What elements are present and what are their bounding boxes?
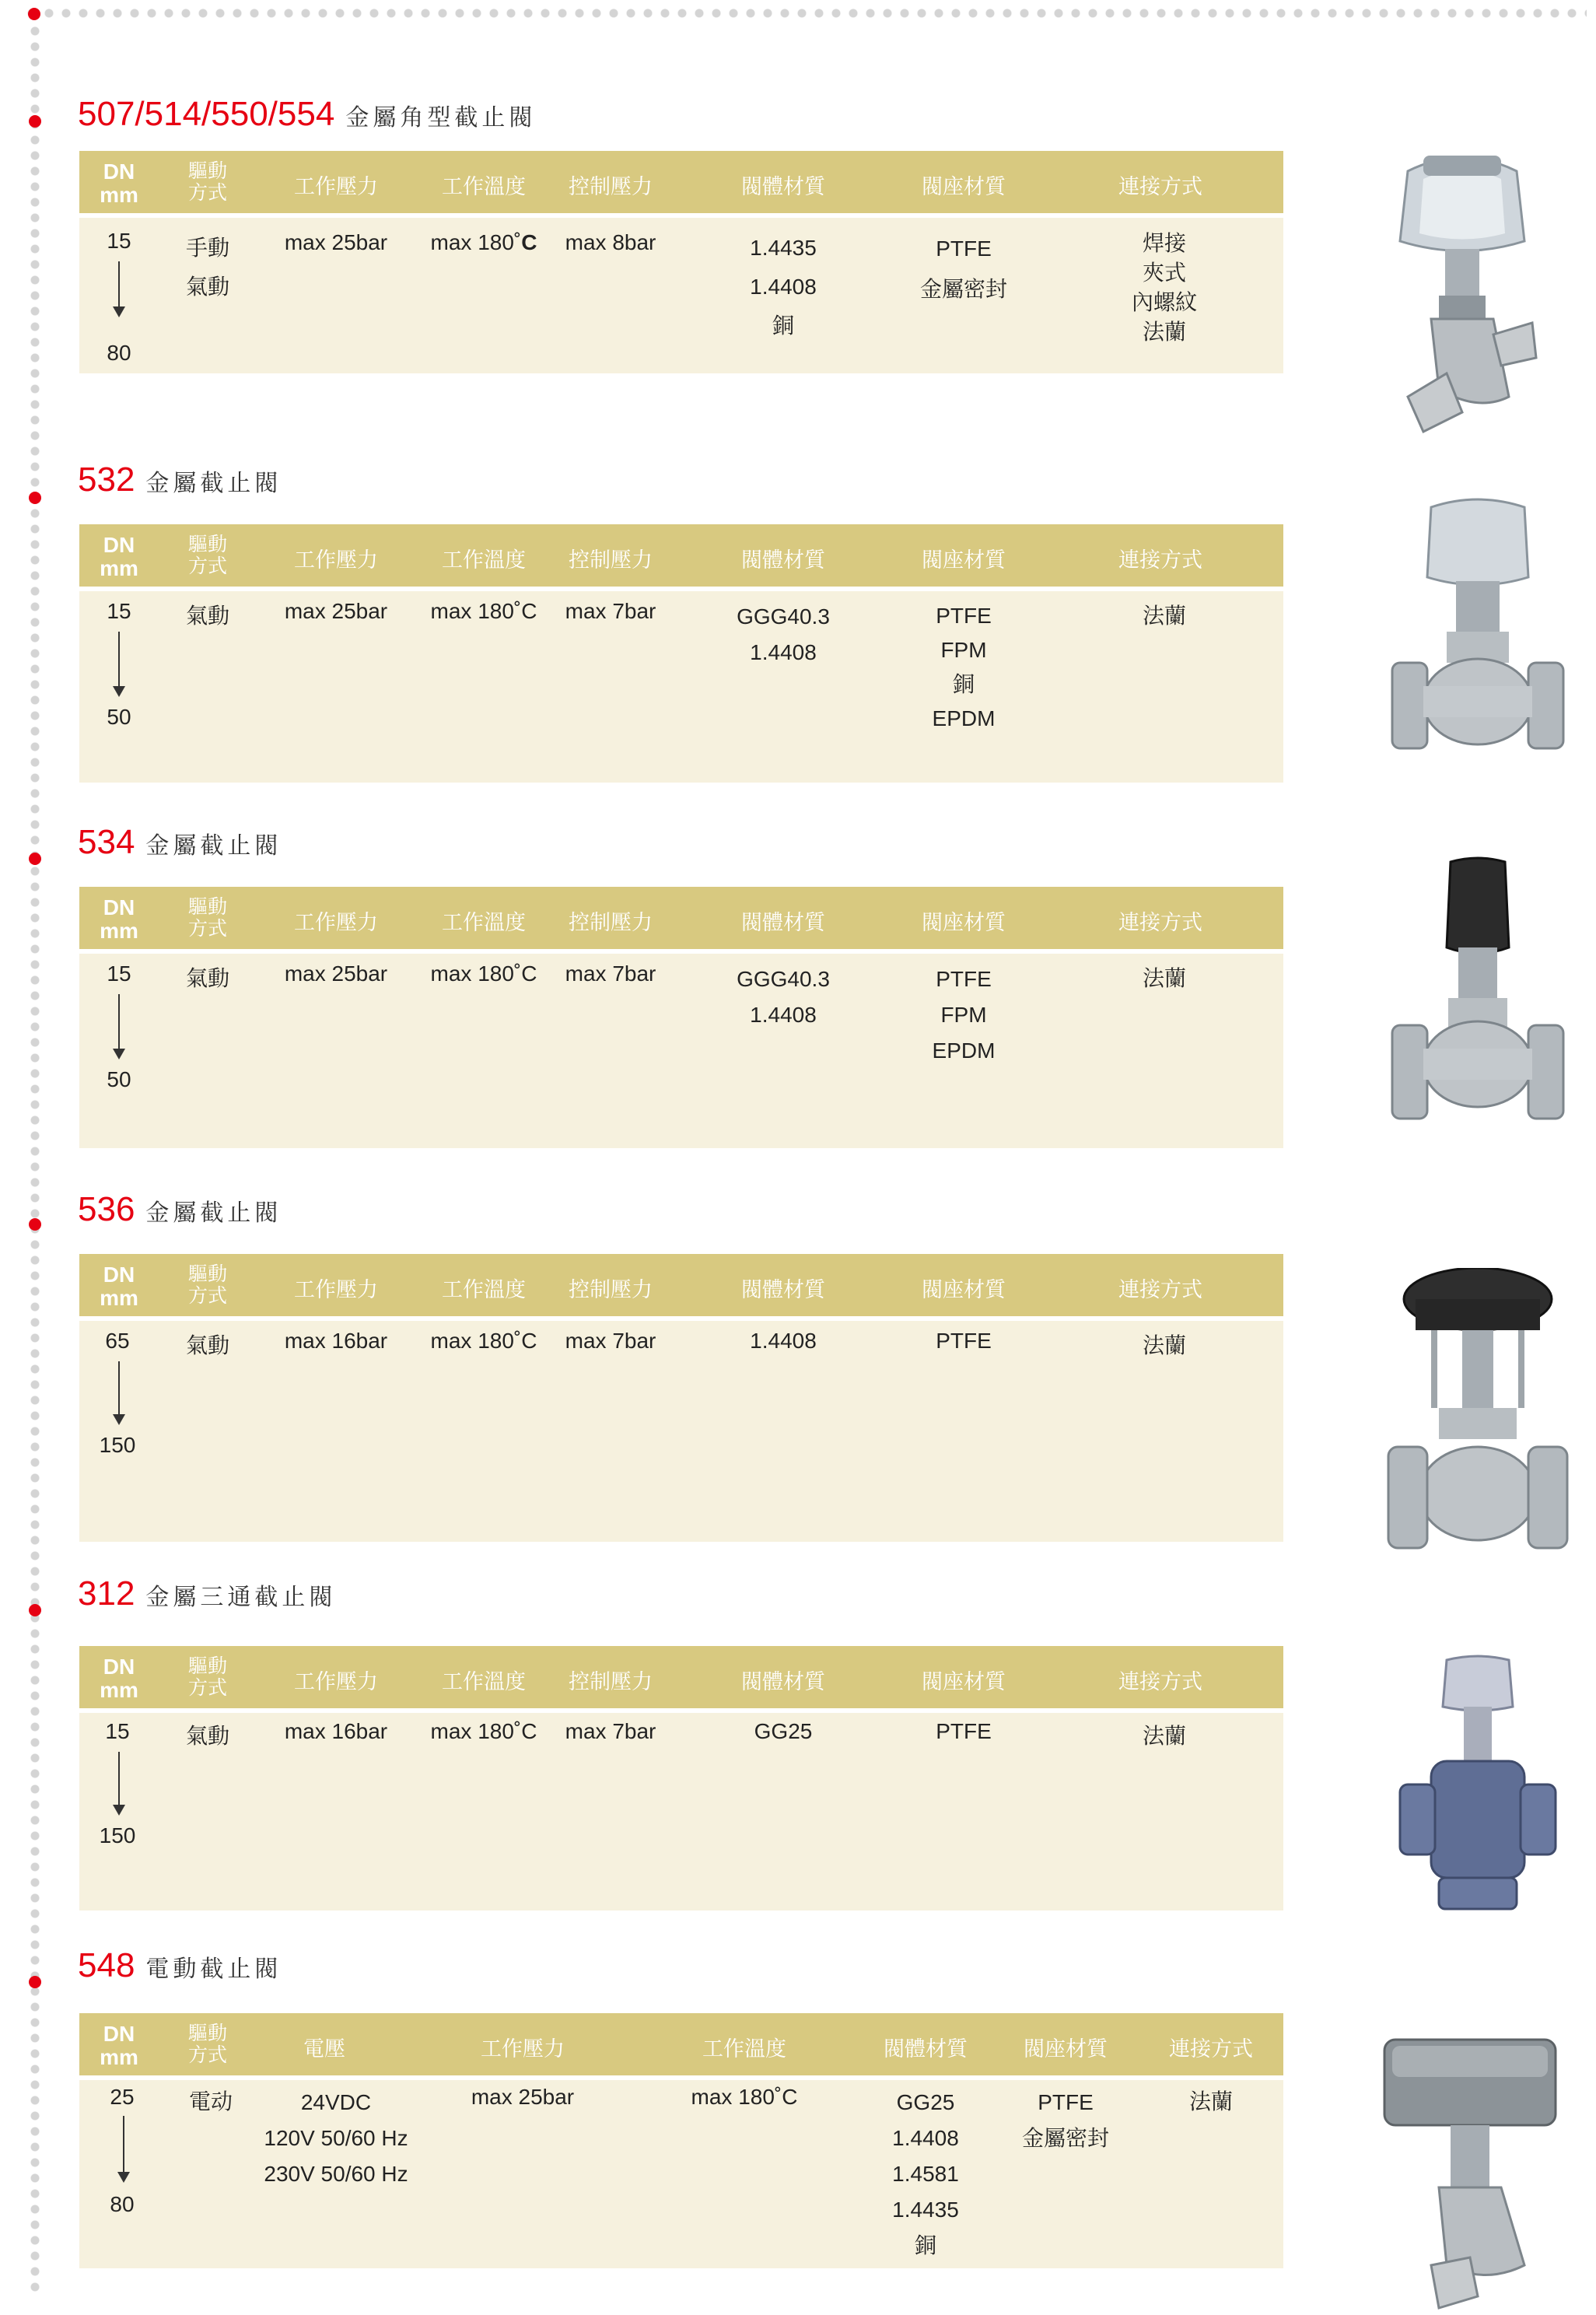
valve-type-name: 金屬截止閥 [145,1200,282,1227]
table-body [79,1321,1283,1542]
temperature-unit: C [521,230,537,254]
header-seat-material: 閥座材質 [922,1278,1006,1302]
voltage-item: 230V 50/60 Hz [264,2162,408,2186]
valve-type-name: 金屬截止閥 [145,470,282,497]
header-dn-label: DN [103,533,135,557]
seat-material-list [898,961,1030,1069]
header-control-pressure: 控制壓力 [569,175,653,199]
header-mm-label: mm [100,1286,138,1310]
drive-item: 氣動 [185,966,229,990]
dn-from: 15 [107,599,131,623]
header-mm-label: mm [100,2045,138,2069]
header-control-pressure: 控制壓力 [569,1278,653,1302]
three-way-valve-image [1392,1652,1563,1940]
section-marker-dot [29,115,41,128]
section-title [78,461,282,507]
arrow-down-icon [118,1361,120,1424]
header-drive [177,896,239,940]
drive-list [171,229,244,306]
section-title [78,95,536,142]
table-header [79,1254,1283,1320]
seat-material-item: EPDM [932,706,996,730]
header-dn-label: DN [103,1263,135,1287]
section-marker-dot [29,492,41,504]
header-voltage: 電壓 [303,2037,345,2061]
header-drive-line2: 方式 [187,1284,227,1307]
globe-valve-diaphragm-actuator-image [1384,1268,1571,1564]
temperature-value: max 180˚ [430,230,522,254]
body-material-item: 1.4435 [750,236,817,260]
arrow-down-icon [118,261,120,316]
working-pressure: max 16bar [284,1329,388,1353]
model-number: 507/514/550/554 [78,95,335,133]
header-drive-line2: 方式 [187,181,227,204]
model-number: 534 [78,823,135,861]
header-dn-label: DN [103,2022,135,2046]
body-material-item: 1.4408 [750,640,817,664]
body-material-item: 1.4408 [750,1003,817,1027]
electric-angle-valve-image [1377,2032,1563,2312]
working-pressure: max 16bar [284,1719,388,1743]
header-drive-line2: 方式 [187,1676,227,1699]
header-body-material: 閥體材質 [741,911,825,935]
header-pressure: 工作壓力 [481,2037,565,2061]
seat-material-item: 金屬密封 [1021,2126,1109,2150]
voltage-list [243,2085,429,2192]
header-dn [87,534,151,580]
dn-to: 80 [107,341,131,365]
model-number: 312 [78,1574,135,1613]
drive-item: 電动 [188,2089,233,2114]
body-material-item: GGG40.3 [737,604,830,629]
body-material-item: 銅 [914,2233,936,2257]
dn-to: 50 [107,1067,131,1091]
seat-material-list [898,229,1030,310]
dn-from: 15 [105,1719,130,1743]
section-marker-dot [29,1976,41,1988]
header-connection: 連接方式 [1118,548,1202,573]
header-drive-line2: 方式 [187,917,227,940]
header-temperature: 工作溫度 [442,911,526,935]
arrow-down-icon [118,632,120,695]
connection-item: 法蘭 [1142,604,1186,628]
body-material-list [717,599,849,671]
header-seat-material: 閥座材質 [922,548,1006,573]
working-temperature [414,230,554,255]
header-drive-line2: 方式 [187,555,227,577]
control-pressure: max 7bar [565,1719,656,1743]
drive-item: 手動 [185,236,229,260]
header-pressure: 工作壓力 [294,1670,378,1694]
body-material-item: 1.4408 [892,2126,959,2150]
header-connection: 連接方式 [1169,2037,1253,2061]
dotted-border-top [23,8,1587,19]
model-number: 548 [78,1946,135,1984]
header-control-pressure: 控制壓力 [569,548,653,573]
header-body-material: 閥體材質 [741,1278,825,1302]
body-material-item: GG25 [896,2090,955,2114]
header-temperature: 工作溫度 [702,2037,786,2061]
section-marker-dot [29,1218,41,1231]
valve-type-name: 金屬三通截止閥 [145,1584,337,1611]
body-material-item: 1.4581 [892,2162,959,2186]
header-body-material: 閥體材質 [741,175,825,199]
voltage-item: 120V 50/60 Hz [264,2126,408,2150]
table-header [79,2013,1283,2079]
header-drive-line2: 方式 [187,2044,227,2066]
body-material-list [717,961,849,1033]
header-dn-label: DN [103,159,135,184]
body-material-item: 1.4435 [892,2198,959,2222]
header-pressure: 工作壓力 [294,548,378,573]
header-body-material: 閥體材質 [884,2037,968,2061]
header-dn-label: DN [103,1655,135,1679]
connection-item: 法蘭 [1142,1333,1186,1357]
table-header [79,1646,1283,1712]
connection-item: 法蘭 [1188,2089,1233,2114]
header-dn [87,1655,151,1702]
arrow-down-icon [118,994,120,1058]
header-drive [177,1655,239,1699]
section-marker-dot [29,853,41,865]
header-dn [87,2023,151,2069]
working-temperature: max 180˚C [430,1719,537,1743]
working-pressure: max 25bar [471,2085,575,2109]
header-seat-material: 閥座材質 [1024,2037,1108,2061]
header-body-material: 閥體材質 [741,1670,825,1694]
seat-material-item: PTFE [936,1329,992,1353]
body-material-item: 1.4408 [750,1329,817,1353]
body-material-item: 銅 [772,313,794,338]
seat-material-item: PTFE [936,1719,992,1743]
table-body [79,591,1283,783]
working-pressure: max 25bar [284,961,388,986]
section-marker-dot [29,1604,41,1616]
drive-item: 氣動 [185,1724,229,1748]
dn-to: 150 [99,1433,136,1457]
connection-item: 夾式 [1142,261,1186,285]
seat-material-item: 銅 [952,672,975,696]
header-pressure: 工作壓力 [294,1278,378,1302]
seat-material-item: FPM [940,1003,987,1027]
header-connection: 連接方式 [1118,175,1202,199]
working-pressure: max 25bar [284,599,388,623]
header-connection: 連接方式 [1118,1670,1202,1694]
header-dn [87,1263,151,1310]
header-drive [177,534,239,577]
header-drive [177,2023,239,2066]
body-material-list [717,229,849,345]
table-header [79,151,1283,217]
header-drive-line1: 驅動 [187,2022,227,2044]
section-title [78,1190,282,1237]
model-number: 536 [78,1190,135,1228]
model-number: 532 [78,461,135,499]
section-title [78,1574,336,1621]
seat-material-list [898,599,1030,736]
connection-item: 法蘭 [1142,966,1186,990]
header-seat-material: 閥座材質 [922,911,1006,935]
working-pressure: max 25bar [284,230,388,254]
header-drive-line1: 驅動 [187,1263,227,1285]
globe-valve-image [1384,492,1571,779]
control-pressure: max 8bar [565,230,656,254]
seat-material-item: EPDM [932,1038,996,1063]
header-seat-material: 閥座材質 [922,1670,1006,1694]
header-temperature: 工作溫度 [442,1278,526,1302]
control-pressure: max 7bar [565,599,656,623]
working-temperature: max 180˚C [430,1329,537,1353]
table-header [79,524,1283,590]
header-connection: 連接方式 [1118,911,1202,935]
connection-item: 法蘭 [1142,1724,1186,1748]
connection-item: 焊接 [1142,231,1186,255]
table-header [79,887,1283,953]
header-temperature: 工作溫度 [442,548,526,573]
connection-item: 內螺紋 [1131,290,1197,314]
header-dn-label: DN [103,895,135,919]
working-temperature: max 180˚C [430,599,537,623]
header-drive-line1: 驅動 [187,895,227,918]
drive-item: 氣動 [185,1333,229,1357]
seat-material-item: PTFE [936,236,992,261]
body-material-item: GGG40.3 [737,967,830,991]
corner-dot [28,8,40,20]
section-title [78,1946,282,1993]
header-temperature: 工作溫度 [442,1670,526,1694]
header-mm-label: mm [100,183,138,207]
arrow-down-icon [123,2116,124,2181]
seat-material-item: PTFE [936,604,992,628]
header-drive-line1: 驅動 [187,159,227,182]
header-drive [177,1263,239,1307]
voltage-item: 24VDC [300,2090,372,2114]
header-drive [177,160,239,204]
body-material-item: 1.4408 [750,275,817,299]
connection-list [1098,229,1230,347]
header-control-pressure: 控制壓力 [569,911,653,935]
header-body-material: 閥體材質 [741,548,825,573]
header-seat-material: 閥座材質 [922,175,1006,199]
drive-item: 氣動 [185,275,229,299]
header-drive-line1: 驅動 [187,1655,227,1677]
header-dn [87,896,151,943]
valve-type-name: 電動截止閥 [145,1956,282,1983]
table-body [79,218,1283,373]
angle-seat-valve-image [1377,140,1548,451]
body-material-item: GG25 [754,1719,813,1743]
body-material-list [871,2085,980,2264]
working-temperature: max 180˚C [430,961,537,986]
header-mm-label: mm [100,919,138,943]
table-body [79,2080,1283,2268]
control-pressure: max 7bar [565,1329,656,1353]
seat-material-item: FPM [940,638,987,662]
connection-item: 法蘭 [1142,320,1186,344]
dn-from: 65 [105,1329,130,1353]
dn-to: 80 [110,2192,135,2216]
drive-item: 氣動 [185,604,229,628]
dn-from: 15 [107,961,131,986]
header-dn [87,160,151,207]
dn-to: 150 [99,1823,136,1847]
header-pressure: 工作壓力 [294,175,378,199]
header-temperature: 工作溫度 [442,175,526,199]
header-pressure: 工作壓力 [294,911,378,935]
table-body [79,954,1283,1148]
seat-material-item: PTFE [936,967,992,991]
header-control-pressure: 控制壓力 [569,1670,653,1694]
globe-valve-black-actuator-image [1384,854,1571,1142]
table-body [79,1713,1283,1910]
seat-material-item: PTFE [1038,2090,1094,2114]
section-title [78,823,282,870]
header-mm-label: mm [100,1678,138,1702]
control-pressure: max 7bar [565,961,656,986]
arrow-down-icon [118,1752,120,1814]
seat-material-item: 金屬密封 [919,277,1007,301]
header-connection: 連接方式 [1118,1278,1202,1302]
dotted-border-left [30,23,40,2295]
dn-from: 25 [110,2085,135,2109]
valve-type-name: 金屬截止閥 [145,832,282,860]
dn-to: 50 [107,705,131,729]
seat-material-list [1011,2085,1120,2156]
working-temperature: max 180˚C [691,2085,798,2109]
header-mm-label: mm [100,556,138,580]
valve-type-name: 金屬角型截止閥 [345,104,537,131]
header-drive-line1: 驅動 [187,533,227,555]
dn-from: 15 [107,229,131,253]
